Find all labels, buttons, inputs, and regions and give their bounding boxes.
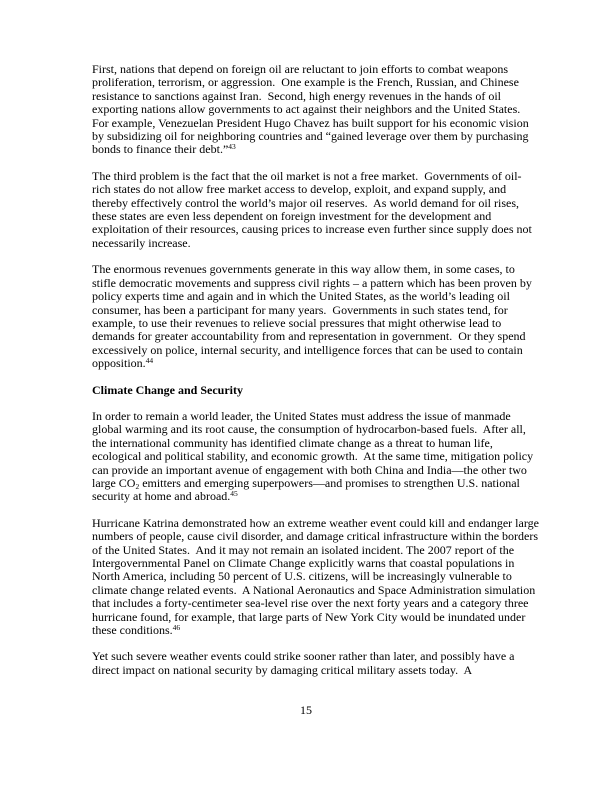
- paragraph-enormous-revenues: [92, 263, 539, 370]
- paragraph-text: The enormous revenues governments generate in this way allow them, in some cases, to stifle democratic movements and suppress civil rights – a pattern which has been proven by policy experts time and again and in which the United States, as the world’s leading oil consumer, has been a participant for many years. Governments in such states tend, for example, to use their revenues to relieve social pressures that might otherwise lead to demands for greater accountability from and representation in government. Or they spend excessively on police, internal security, and intelligence forces that can be used to contain opposition.: [92, 262, 535, 371]
- footnote-ref-46: 46: [172, 623, 181, 633]
- paragraph-text: In order to remain a world leader, the United States must address the issue of manmade global warming and its root cause, the consumption of hydrocarbon-based fuels. After all, the international community has identified climate change as a threat to human life, ecological and political stability, and economic growth. At the same time, mitigation policy can provide an important avenue of engagement with both China and India—the other two large CO: [92, 408, 537, 490]
- paragraph-text: emitters and emerging superpowers—and promises to strengthen U.S. national security at home and abroad.: [92, 475, 523, 504]
- paragraph-world-leader-warming: [92, 410, 539, 504]
- paragraph-severe-weather-strike: [92, 650, 539, 677]
- paragraph-hurricane-katrina: [92, 515, 542, 638]
- paragraph-text: Yet such severe weather events could strike sooner rather than later, and possibly have a direct impact on national security by damaging critical military assets today. A: [92, 649, 518, 677]
- page-body: [92, 62, 542, 690]
- paragraph-oil-market-not-free: [92, 170, 539, 250]
- co2-subscript: 2: [135, 481, 140, 491]
- page-number: 15: [300, 703, 312, 717]
- paragraph-foreign-oil-dependence: [92, 63, 539, 157]
- footnote-ref-43: 43: [228, 142, 236, 152]
- footnote-ref-44: 44: [145, 356, 154, 366]
- paragraph-text: First, nations that depend on foreign oil are reluctant to join efforts to combat weapons proliferation, terrorism, or aggression. One example is the French, Russian, and Chinese resistance to sanctions against Iran. Second, high energy revenues in the hands of oil exporting nations allow governments to act against their neighbors and the United States. For example, Venezuelan President Hugo Chavez has built support for his economic vision by subsidizing oil for neighboring countries and “gained leverage over them by purchasing bonds to finance their debt.”: [92, 62, 532, 157]
- section-heading-climate-change-and-security: Climate Change and Security: [92, 382, 243, 397]
- footnote-ref-45: 45: [230, 489, 238, 499]
- paragraph-text: The third problem is the fact that the oil market is not a free market. Governments of oil-rich states do not allow free market access to develop, exploit, and expand supply, and thereby effectively control the world’s major oil reserves. As world demand for oil rises, these states are even less dependent on foreign investment for the development and exploitation of their resources, causing prices to increase even further since supply does not necessarily increase.: [92, 168, 535, 250]
- paragraph-text: Hurricane Katrina demonstrated how an extreme weather event could kill and endanger large numbers of people, cause civil disorder, and damage critical infrastructure within the borders of the United States. And it may not remain an isolated incident. The 2007 report of the Intergovernmental Panel on Climate Change explicitly warns that coastal populations in North America, including 50 percent of U.S. citizens, will be increasingly vulnerable to climate change related events. A National Aeronautics and Space Administration simulation that includes a forty-centimeter sea-level rise over the next forty years and a category three hurricane found, for example, that large parts of New York City would be inundated under these conditions.: [92, 515, 542, 638]
